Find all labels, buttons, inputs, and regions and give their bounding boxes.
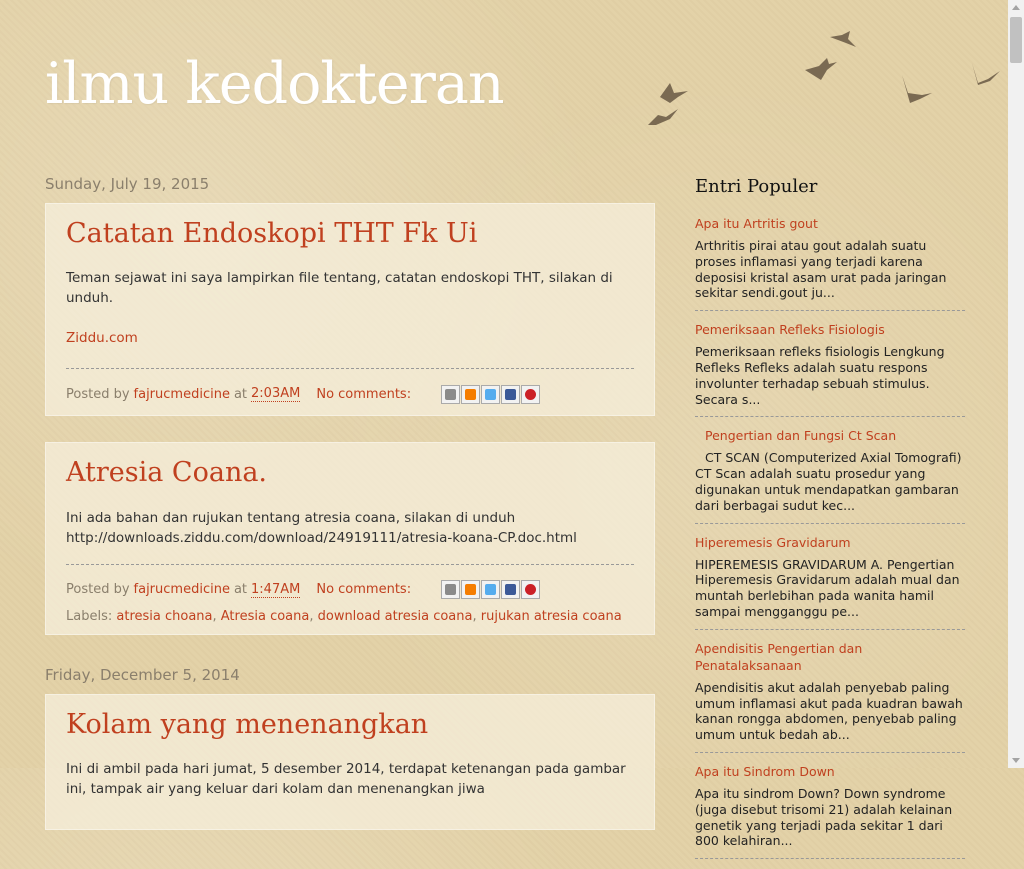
label-link[interactable]: atresia choana — [116, 608, 213, 624]
comments-link[interactable]: No comments: — [316, 386, 412, 402]
posted-by-label: Posted by — [66, 386, 130, 402]
popular-post-item — [695, 215, 965, 311]
twitter-icon[interactable] — [481, 580, 500, 599]
popular-post-link[interactable]: Apa itu Artritis gout — [695, 216, 818, 231]
popular-post-link[interactable]: Pemeriksaan Refleks Fisiologis — [695, 322, 885, 338]
post — [45, 694, 655, 830]
email-icon[interactable] — [441, 580, 460, 599]
post-title[interactable]: Atresia Coana. — [66, 457, 268, 489]
popular-post-item — [695, 534, 965, 630]
post-text: Teman sejawat ini saya lampirkan file tentang, catatan endoskopi THT, silakan di unduh. — [66, 270, 613, 307]
post-link[interactable]: Ziddu.com — [66, 330, 138, 347]
facebook-icon[interactable] — [501, 580, 520, 599]
popular-post-snippet: HIPEREMESIS GRAVIDARUM A. Pengertian Hiperemesis Gravidarum adalah mual dan muntah berlebihan pada wanita hamil sampai mengganggu pe... — [695, 556, 960, 619]
comments-link[interactable]: No comments: — [316, 582, 412, 598]
email-icon[interactable] — [441, 385, 460, 404]
post-text: Ini di ambil pada hari jumat, 5 desember 2014, terdapat ketenangan pada gambar ini, tampak air yang keluar dari kolam dan menenangkan jiwa — [66, 761, 626, 798]
at-label: at — [233, 386, 248, 402]
label-link[interactable]: download atresia coana — [317, 608, 473, 624]
vertical-scrollbar[interactable] — [1008, 0, 1024, 768]
popular-post-snippet: Pemeriksaan refleks fisiologis Lengkung Refleks Refleks adalah suatu respons involunter terhadap sebuah stimulus. Secara s... — [695, 344, 945, 407]
birds-decoration — [640, 25, 1010, 135]
post-labels: Labels: atresia choana, Atresia coana, download atresia coana, rujukan atresia coana — [66, 608, 622, 624]
sidebar-title: Entri Populer — [695, 176, 818, 197]
post-footer — [66, 564, 634, 601]
twitter-icon[interactable] — [481, 385, 500, 404]
author-link[interactable]: fajrucmedicine — [133, 582, 230, 598]
popular-post-link[interactable]: Apa itu Sindrom Down — [695, 763, 835, 779]
popular-post-item — [695, 321, 965, 417]
main-column — [45, 170, 655, 856]
post-footer — [66, 368, 634, 405]
date-header: Sunday, July 19, 2015 — [45, 175, 210, 193]
pinterest-icon[interactable] — [521, 580, 540, 599]
timestamp-link[interactable]: 2:03AM — [251, 386, 301, 402]
at-label: at — [233, 582, 248, 598]
share-buttons — [441, 580, 541, 599]
share-buttons — [441, 385, 541, 404]
popular-post-snippet: Apa itu sindrom Down? Down syndrome (juga disebut trisomi 21) adalah kelainan genetik yang terjadi pada sekitar 1 dari 800 kelahiran... — [695, 785, 953, 849]
label-link[interactable]: rujukan atresia coana — [480, 608, 622, 624]
popular-post-link[interactable]: Hiperemesis Gravidarum — [695, 534, 851, 550]
post-body — [66, 268, 634, 348]
scroll-down-arrow-icon[interactable] — [1008, 752, 1024, 768]
popular-post-item — [695, 427, 965, 523]
post — [45, 442, 655, 634]
blogger-icon[interactable] — [461, 580, 480, 599]
popular-post-snippet: CT SCAN (Computerized Axial Tomografi) CT Scan adalah suatu prosedur yang digunakan untuk mendapatkan gambaran dari berbagai sudut kec... — [695, 450, 962, 513]
date-header: Friday, December 5, 2014 — [45, 665, 240, 684]
post-body — [66, 508, 634, 548]
scroll-thumb[interactable] — [1010, 17, 1022, 63]
popular-post-item — [695, 640, 965, 753]
post-body — [66, 759, 634, 799]
popular-post-item — [695, 763, 965, 859]
timestamp-link[interactable]: 1:47AM — [251, 581, 301, 597]
label-link[interactable]: Atresia coana — [220, 608, 310, 624]
post-title[interactable]: Catatan Endoskopi THT Fk Ui — [66, 218, 478, 249]
post-title[interactable]: Kolam yang menenangkan — [66, 708, 429, 740]
blogger-icon[interactable] — [461, 385, 480, 404]
birds-icon — [640, 25, 1010, 135]
post-url-text: http://downloads.ziddu.com/download/24919111/atresia-koana-CP.doc.html — [66, 529, 577, 546]
popular-post-link[interactable]: Pengertian dan Fungsi Ct Scan — [705, 428, 897, 444]
blog-title[interactable]: ilmu kedokteran — [45, 51, 504, 117]
author-link[interactable]: fajrucmedicine — [133, 386, 230, 402]
popular-post-snippet: Apendisitis akut adalah penyebab paling umum inflamasi akut pada kuadran bawah kanan rongga abdomen, penyebab paling umum untuk bedah ab... — [695, 679, 963, 743]
posted-by-label: Posted by — [66, 582, 130, 598]
popular-post-snippet: Arthritis pirai atau gout adalah suatu proses inflamasi yang terjadi karena deposisi kristal asam urat pada jaringan sekitar sendi.gout ju... — [695, 238, 947, 301]
labels-label: Labels: — [66, 608, 113, 624]
scroll-up-arrow-icon[interactable] — [1008, 0, 1024, 16]
popular-post-link[interactable]: Apendisitis Pengertian dan Penatalaksanaan — [695, 640, 863, 673]
post-text: Ini ada bahan dan rujukan tentang atresia coana, silakan di unduh — [66, 509, 516, 526]
pinterest-icon[interactable] — [521, 385, 540, 404]
facebook-icon[interactable] — [501, 385, 520, 404]
sidebar — [695, 176, 965, 869]
post — [45, 203, 655, 416]
